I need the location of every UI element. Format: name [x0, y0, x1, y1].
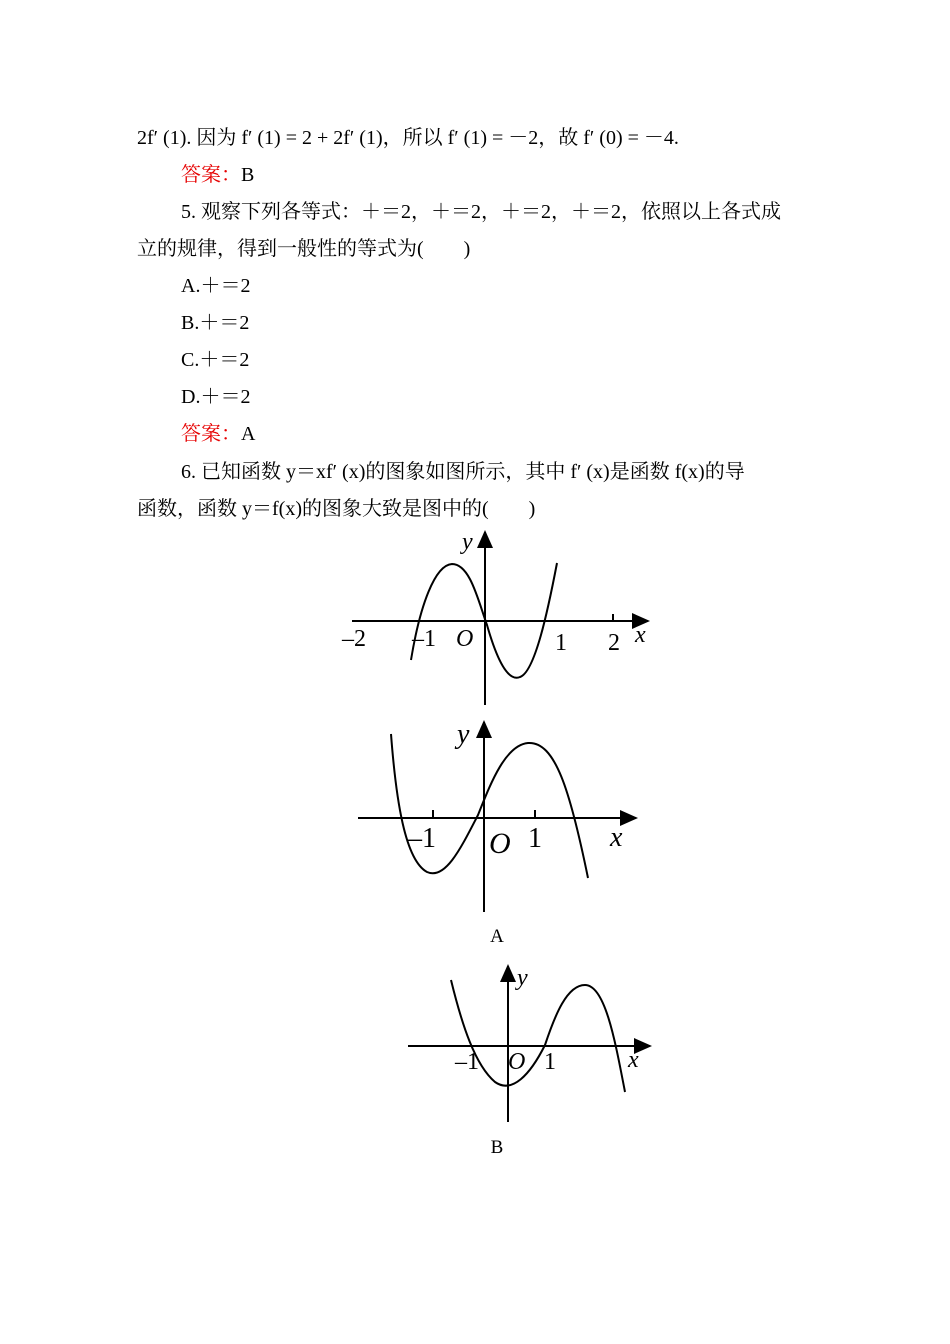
- option-d: D.＋＝2: [181, 386, 251, 408]
- origin-label: O: [508, 1049, 526, 1075]
- answer-label: 答案：: [181, 423, 241, 445]
- answer-value: A: [241, 423, 256, 445]
- tick-label: 1: [555, 630, 567, 656]
- tick-label: 2: [608, 630, 620, 656]
- tick-label: –1: [455, 1049, 479, 1075]
- answer-value: B: [241, 164, 255, 186]
- answer-label: 答案：: [181, 164, 241, 186]
- tick-label: –1: [408, 823, 436, 854]
- option-c: C.＋＝2: [181, 349, 250, 371]
- question-6-line1: 6. 已知函数 y＝xf′ (x)的图象如图所示，其中 f′ (x)是函数 f(x)的导: [181, 461, 745, 483]
- y-label: y: [457, 719, 470, 750]
- question-5-line1: 5. 观察下列各等式：＋＝2，＋＝2，＋＝2，＋＝2，依照以上各式成: [181, 201, 781, 223]
- question-5-line2: 立的规律，得到一般性的等式为( ): [137, 238, 471, 260]
- solution-line: 2f′ (1). 因为 f′ (1) = 2 + 2f′ (1)，所以 f′ (1) = －2，故 f′ (0) = －4.: [137, 127, 679, 149]
- figure-a-caption: A: [490, 926, 504, 947]
- tick-label: –1: [412, 626, 436, 652]
- x-label: x: [610, 822, 623, 853]
- tick-label: 1: [528, 823, 542, 854]
- origin-label: O: [456, 626, 474, 652]
- question-6-line2: 函数，函数 y＝f(x)的图象大致是图中的( ): [137, 498, 536, 520]
- curve: [451, 980, 625, 1092]
- tick-label: –2: [342, 626, 366, 652]
- origin-label: O: [489, 827, 511, 860]
- figure-b-caption: B: [490, 1137, 504, 1158]
- y-label: y: [517, 965, 528, 991]
- x-label: x: [635, 622, 646, 648]
- y-label: y: [462, 529, 473, 555]
- x-label: x: [628, 1047, 639, 1073]
- option-a: A.＋＝2: [181, 275, 251, 297]
- tick-label: 1: [544, 1049, 556, 1075]
- option-b: B.＋＝2: [181, 312, 250, 334]
